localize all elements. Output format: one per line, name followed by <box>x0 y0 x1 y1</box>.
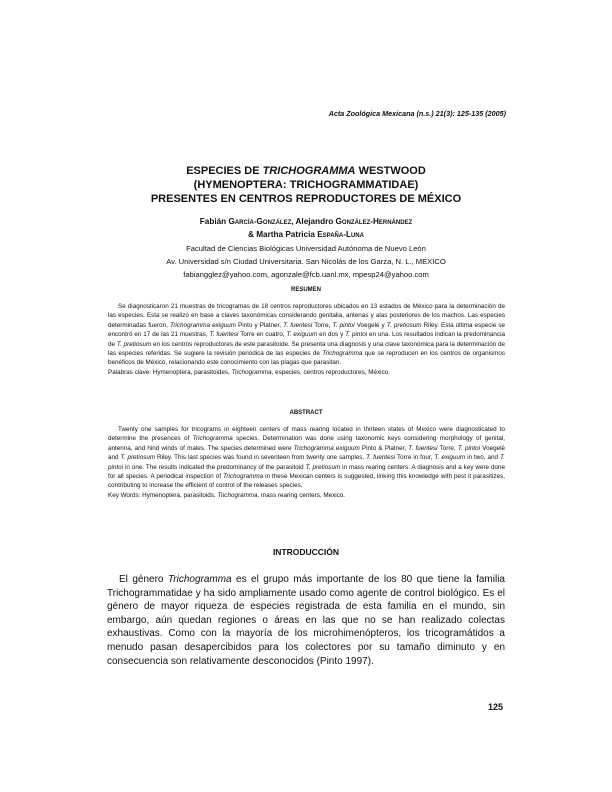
author-first: Alejandro <box>295 217 336 226</box>
author-first: Fabián <box>199 217 229 226</box>
page-number: 125 <box>488 702 504 712</box>
article-title <box>100 164 512 206</box>
introduccion-heading: INTRODUCCIÓN <box>272 547 340 557</box>
author-last: González-Hernández <box>335 217 413 226</box>
affiliation-line: Av. Universidad s/n Ciudad Universitaria. San Nicolás de los Garza, N. L., MEXICO <box>166 257 446 266</box>
separator: , <box>291 217 296 226</box>
title-text: WESTWOOD <box>355 165 426 177</box>
abstract-keywords: Key Words: Hymenoptera, parasitoids, Trichogramma, mass rearing centers, Mexico. <box>108 491 346 499</box>
abstract-heading: ABSTRACT <box>289 410 323 416</box>
resumen-keywords: Palabras clave: Hymenoptera, parasitoides, Trichogramma, especies, centros reproductores, México. <box>108 368 390 376</box>
introduccion-body <box>107 573 505 668</box>
abstract-paragraph: Twenty one samples for tricograms in eighteen centers of mass rearing located in thirteen states of Mexico were diagnosticated to determine the presences of Trichogramma species. Determination was done using taxonomic keys considering morphology of genital, antenna, and hind winds of males. The species determined were Trichogramma exiguum Pinto & Platner, T. fuentesi Torre, T. pintoi Voegelé and T. pretiosum Riley. This last species was found in seventeen from twenty one samples, T. fuentesi Torre in four, T. exiguum in two, and T. pintoi in one. The results indicated the predominancy of the parasitoid T. pretiosum in mass rearing centers. A diagnosis and a key were done for all species. A periodical inspection of Trichogramma in these Mexican centers is suggested, linking this knowledge with pest it parasitizes, contributing to increase the efficient of control of the releases species. <box>108 426 505 490</box>
title-line: PRESENTES EN CENTROS REPRODUCTORES DE MÉXICO <box>150 193 462 205</box>
introduccion-paragraph: El género Trichogramma es el grupo más importante de los 80 que tiene la familia Trichogrammatidae y ha sido ampliamente usado como agente de control biológico. Es el género de mayor riqueza de especies registrada de esta familia en el mundo, sin embargo, aún quedan regiones o áreas en las que no se han realizado colectas exhaustivas. Como con la mayoría de los microhimenópteros, los tricogramátidos a menudo pasan desapercibidos para los colectores por su tamaño diminuto y en consecuencia son relativamente desconocidos (Pinto 1997). <box>107 574 505 667</box>
author-last: García-González <box>228 217 292 226</box>
resumen-paragraph: Se diagnosticaron 21 muestras de tricogramas de 18 centros reproductores ubicados en 13 estados de México para la determinación de las especies. Esta se realizó en base a claves taxonómicas considerando genitalia, antenas y alas posteriores de los machos. Las especies determinadas fueron, Trichogramma exiguum Pinto y Platner, T. fuentesi Torre, T. pintoi Voegelé y T. pretiosum Riley. Esta última especie se encontró en 17 de las 21 muestras, T. fuentesi Torre en cuatro, T. exiguum en dos y T. pintoi en una. Los resultados indican la predominancia de T. pretiosum en los centros reproductores de este parasitoide. Se presenta una diagnosis y una clave taxonómica para la determinación de las especies referidas. Se sugiere la revisión periódica de las especies de Trichogramma que se reproducen en los centros de organismos benéficos de México, relacionando este conocimiento con las plagas que parasitan. <box>108 303 506 367</box>
affiliation <box>100 242 512 281</box>
resumen-body <box>108 302 505 377</box>
title-line: (HYMENOPTERA: TRICHOGRAMMATIDAE) <box>193 179 419 191</box>
journal-reference: Acta Zoológica Mexicana (n.s.) 21(3): 125-135 (2005) <box>328 109 506 118</box>
affiliation-line: Facultad de Ciencias Biológicas Universidad Autónoma de Nuevo León <box>186 244 426 253</box>
author-first: & Martha Patricia <box>248 230 318 239</box>
author-last: España-Luna <box>317 230 364 239</box>
resumen-heading: RESUMEN <box>290 287 321 293</box>
title-genus: TRICHOGRAMMA <box>262 165 356 177</box>
abstract-body <box>108 425 505 500</box>
author-emails: fabiangglez@yahoo.com, agonzale@fcb.uanl.mx, mpesp24@yahoo.com <box>183 270 429 279</box>
title-text: ESPECIES DE <box>186 165 263 177</box>
authors <box>100 215 512 241</box>
